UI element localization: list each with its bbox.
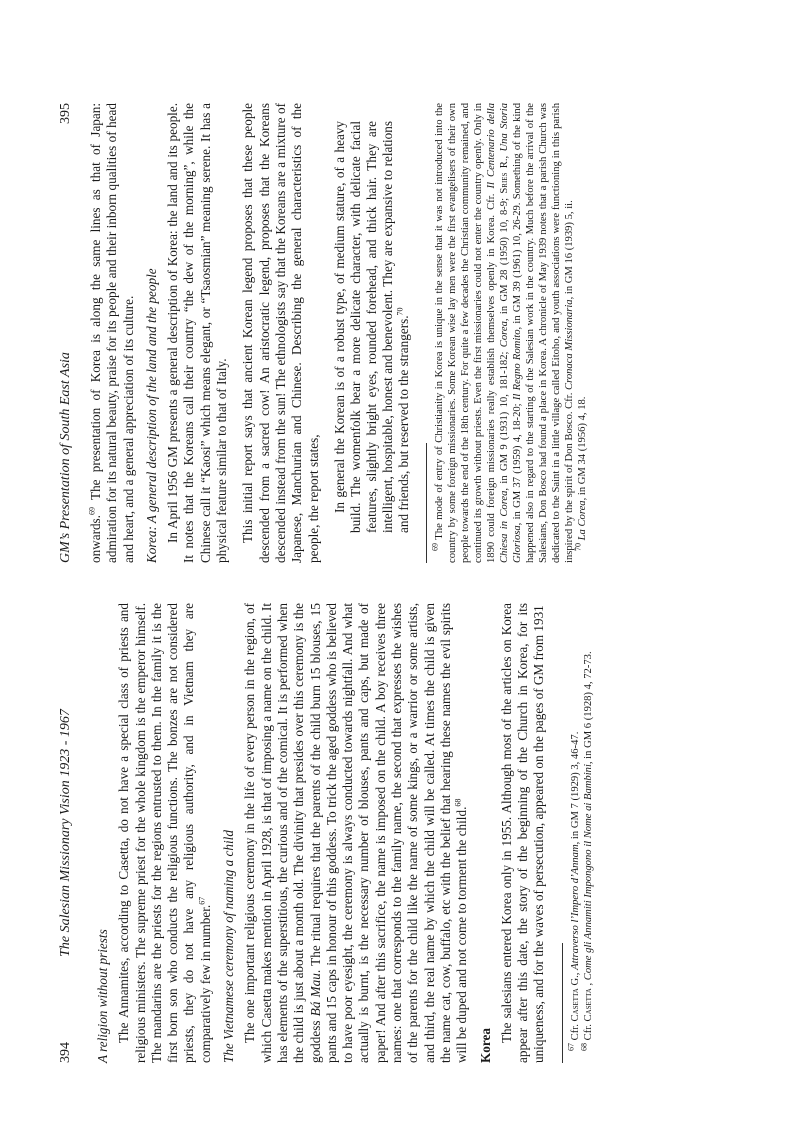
quote-text xyxy=(332,121,412,533)
right-page-header xyxy=(58,103,88,563)
footnote-title: Corea, xyxy=(498,318,510,348)
block-quote xyxy=(332,121,412,533)
left-page-header xyxy=(58,603,88,1063)
footnote-ref: 70 xyxy=(395,307,405,316)
footnote-text: , xyxy=(498,151,510,159)
footnote-number: 67 xyxy=(566,1043,576,1051)
footnote-text: in GM 28 (1950) 10, 8-9; xyxy=(498,193,510,319)
footnote-number: 68 xyxy=(579,1043,589,1051)
section-heading: Korea: A general description of the land and the people xyxy=(143,268,159,563)
paragraph-text: The one important religious ceremony in the life of every person in the region, of which Casetta makes mention in April 1928, is that of imposing a name on the child. It has elements of the superstitious, the curious and of the comical. It is performed when the child is just about a month old. The divinity that presides over this ceremony is the goddess xyxy=(242,603,323,1063)
paragraph xyxy=(88,103,137,563)
footnote xyxy=(573,103,589,563)
footnote xyxy=(430,103,576,563)
paragraph xyxy=(499,603,548,1063)
footnote-text: , in GM 6 (1928) 4, 72-73. xyxy=(582,651,594,765)
page-number: 395 xyxy=(58,103,73,124)
page-number: 394 xyxy=(58,1042,73,1063)
footnote-ref: 68 xyxy=(453,798,463,807)
footnote-number: 70 xyxy=(573,543,583,551)
footnote-text: , in GM 37 (1959) 4, 18-20; xyxy=(511,400,523,526)
footnote xyxy=(579,603,595,1063)
footnote-ref: 69 xyxy=(87,507,97,516)
footnote-text: in GM 34 (1956) 4, 18. xyxy=(576,396,588,498)
paragraph-text: . The ritual requires that the parents of the child burn 15 blouses, 15 pants and 15 caps in honour of this goddess. To trick the aged goddess who is believed to have poor eyesight, the ceremony is always conducted towards nightfall. And what actually is burnt, is the necessary number of blouses, pants and caps, but made of paper! And after this sacrifice, the name is imposed on the child. A boy receives three names: one that corresponds to the family name, the second that expresses the wishes of the parents for the child like the name of some kings, or a warrior or some artists, and third, the real name by which the child will be called. At times the child is given the name cat, cow, buffalo, etc with the belief that hearing these names the evil spirits will be duped and not come to torment the child. xyxy=(307,603,470,1063)
footnote-author: Sries R. xyxy=(498,158,510,194)
footnote-text: , xyxy=(582,980,594,989)
footnote-ref: 67 xyxy=(197,896,207,905)
paragraph: This initial report says that ancient Korean legend proposes that these people descended from a sacred cow! An aristocratic legend, proposes that the Koreans descended instead from the sun! The ethnologists say that the Koreans are a mixture of Japanese, Manchurian and Chinese. Describing the general characteristics of the people, the report states, xyxy=(240,103,321,563)
paragraph-gap xyxy=(230,103,240,563)
footnote-text: , in GM 7 (1929) 3, 46-47. xyxy=(569,731,581,845)
paragraph-text: The Annamites, according to Casetta, do not have a special class of priests and religious ministers. The supreme priest for the whole kingdom is the emperor himself. The mandarins are the priests for the regions entrusted to them. In the family it is the first born son who conducts the religious functions. The bonzes are not considered priests, they do not have any religious authority, and in Vietnam they are comparatively few in number. xyxy=(116,603,213,1063)
footnotes xyxy=(430,103,589,563)
right-page-body xyxy=(88,103,589,563)
footnote-title: Attraverso l’Impero d’Annam xyxy=(569,844,581,970)
paragraph-text: The salesians entered Korea only in 1955. Although most of the articles on Korea appear after this date, the story of the beginning of the Church in Korea, for its uniqueness, and for the waves of persecution, appeared on the pages of GM from 1931 xyxy=(498,603,547,1063)
footnote-rule xyxy=(426,443,427,563)
section-heading: Korea xyxy=(477,1028,493,1063)
paragraph: In April 1956 GM presents a general description of Korea: the land and its people. It notes that the Koreans call their country “the dew of the morning”, while the Chinese call it “Kaosi” which means elegant, or “Tsaosmian” meaning serene. It has a physical feature similar to that of Italy. xyxy=(165,103,230,563)
paragraph-text: The presentation of Korea is along the same lines as that of Japan: admiration for its natural beauty, praise for its people and their inborn qualities of head and heart, and a general appreciation of its culture. xyxy=(88,103,136,563)
italic-term: Bá Mau xyxy=(307,973,323,1017)
footnote-title: Cronaca Missionaria, xyxy=(563,296,575,390)
footnote xyxy=(566,603,582,1063)
footnote-text: , in GM 39 (1961) 10, 26-29. Something of the kind happened also in regard to the starting of the Salesian work in the country. Much before the arrival of the Salesians, Don Bosco had found a place in Korea. A chronicle of May 1939 notes that a parish Church was dedicated to the Saint in a little village called Eitoho, and youth associations were functioning in this parish inspired by the spirit of Don Bosco. Cfr. xyxy=(511,103,575,563)
footnote-rule xyxy=(562,943,563,1063)
footnote-text: , xyxy=(569,969,581,976)
running-title: GM’s Presentation of South East Asia xyxy=(58,352,73,563)
running-title: The Salesian Missionary Vision 1923 - 1967 xyxy=(58,709,73,957)
footnote-author: Casetta xyxy=(582,988,594,1022)
footnote-title: La Corea, xyxy=(576,497,588,541)
footnote-title: Come gli Annamiti Impongono il Nome ai Bambini xyxy=(582,764,594,981)
footnote-author: Casetta G. xyxy=(569,975,581,1022)
footnote-title: Il Regno Romito xyxy=(511,329,523,401)
section-heading: A religion without priests xyxy=(95,929,110,1063)
footnote-text: , in GM 9 (1931) 10, 181-182; xyxy=(498,347,510,491)
left-page xyxy=(58,603,758,1063)
footnote-text: in GM 16 (1939) 5, ii. xyxy=(563,200,575,297)
footnote-title: Una Storia Gloriosa xyxy=(498,103,523,563)
left-page-body xyxy=(95,603,595,1063)
footnote-number: 69 xyxy=(430,543,440,551)
paragraph xyxy=(242,603,470,1063)
paragraph-text: onwards. xyxy=(88,515,103,563)
footnote-text: Cfr. xyxy=(569,1021,581,1041)
footnote-text: Cfr. xyxy=(582,1021,594,1041)
footnote-text: The mode of entry of Christianity in Korea is unique in the sense that it was not introduced into the country by some foreign missionaries. Some Korean wise lay men were the first evangelisers of their own people towards the end of the 18th century. For quite a few decades the Christian community remained, and continued its growth without priests. Even the first missionaries could not enter the country openly. Only in 1890 could foreign missionaries really establish themselves openly in Korea. Cfr. xyxy=(433,103,497,563)
paragraph-text: In general the Korean is of a robust type, of medium stature, of a heavy build. The womenfolk bear a more delicate character, with delicate facial features, slightly bright eyes, rounded forehead, and thick hair. They are intelligent, hospitable, honest and benevolent. They are expansive to relations and friends, but reserved to the strangers. xyxy=(331,121,411,533)
paragraph xyxy=(116,603,214,1063)
footnotes xyxy=(566,603,595,1063)
right-page xyxy=(58,103,758,563)
footnote-title: Il Centenario della Chiesa in Corea xyxy=(485,103,510,563)
section-heading: The Vietnamese ceremony of naming a child xyxy=(221,830,237,1063)
